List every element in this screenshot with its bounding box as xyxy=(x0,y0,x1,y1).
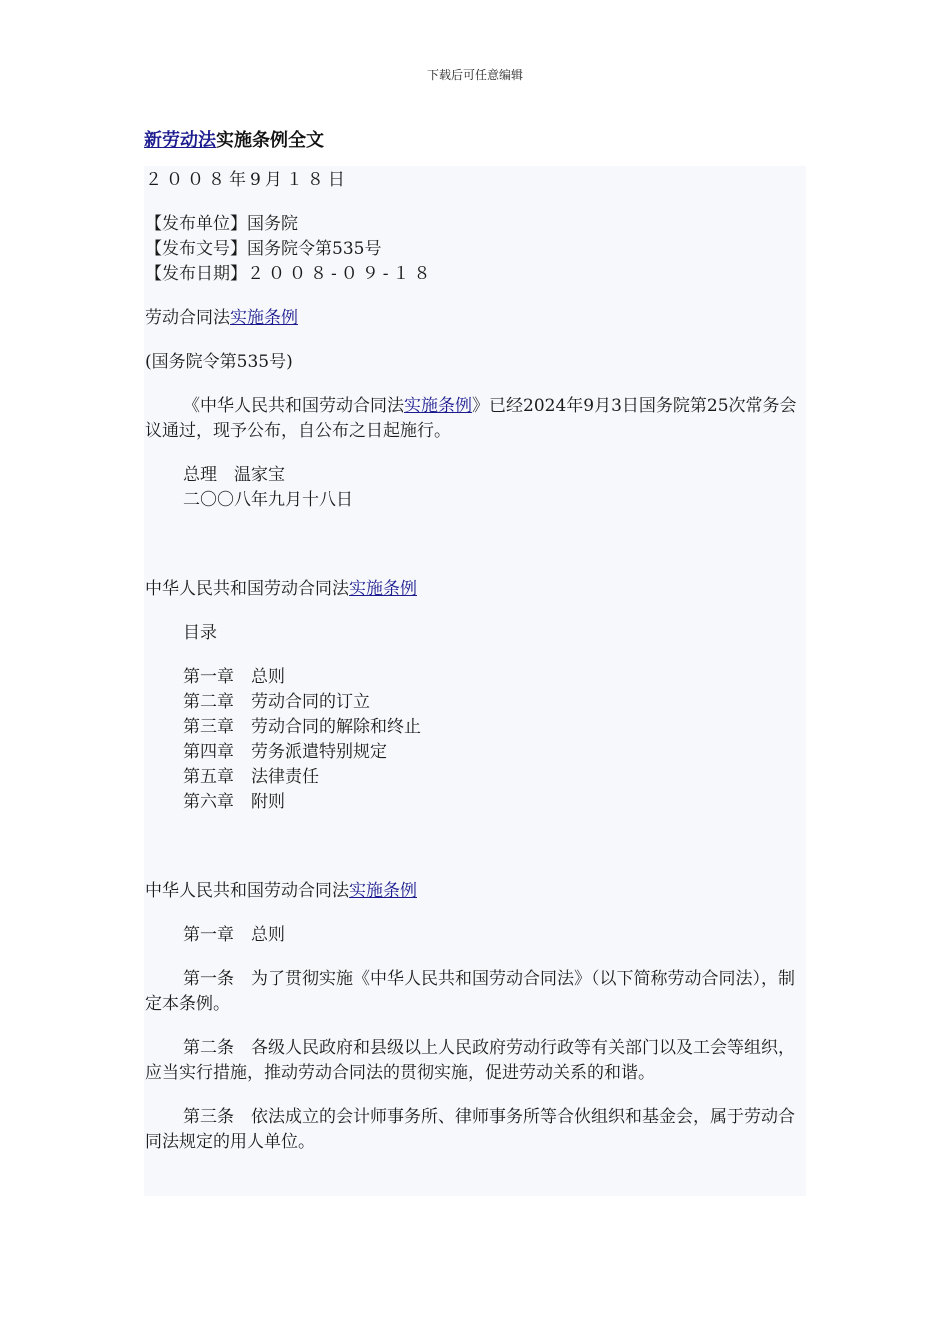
toc-item: 第二章 劳动合同的订立 xyxy=(183,692,370,712)
article-paragraph: 第三条 依法成立的会计师事务所、律师事务所等合伙组织和基金会，属于劳动合同法规定的用人单位。 xyxy=(145,1107,795,1152)
chapter-heading: 第一章 总则 xyxy=(183,925,285,945)
table-of-contents xyxy=(145,665,805,815)
article-paragraph: 第一条 为了贯彻实施《中华人民共和国劳动合同法》（以下简称劳动合同法），制定本条例。 xyxy=(145,969,795,1014)
toc-item: 第五章 法律责任 xyxy=(183,767,319,787)
toc-item: 第三章 劳动合同的解除和终止 xyxy=(183,717,421,737)
promulgation-paragraph: 《中华人民共和国劳动合同法实施条例》已经2024年9月3日国务院第25次常务会议通过，现予公布，自公布之日起施行。 xyxy=(145,396,797,441)
title-text: 实施条例全文 xyxy=(216,130,324,151)
signature-block xyxy=(145,463,805,513)
meta-issuer: 【发布单位】国务院 xyxy=(145,214,298,234)
law-name-link[interactable]: 实施条例 xyxy=(230,308,298,328)
title-link[interactable]: 新劳动法 xyxy=(144,130,216,151)
body-heading-link[interactable]: 实施条例 xyxy=(349,881,417,901)
article-paragraph: 第二条 各级人民政府和县级以上人民政府劳动行政等有关部门以及工会等组织，应当实行措施，推动劳动合同法的贯彻实施，促进劳动关系的和谐。 xyxy=(145,1038,795,1083)
publish-date-line: ２００８年9月１８日 xyxy=(145,170,349,190)
toc-label: 目录 xyxy=(183,623,217,643)
body-heading: 中华人民共和国劳动合同法实施条例 xyxy=(145,881,417,901)
toc-item: 第六章 附则 xyxy=(183,792,285,812)
promulgation-link[interactable]: 实施条例 xyxy=(404,396,472,416)
signature-date: 二〇〇八年九月十八日 xyxy=(183,490,353,510)
signature-title: 总理 温家宝 xyxy=(183,465,285,485)
toc-item: 第四章 劳务派遣特别规定 xyxy=(183,742,387,762)
toc-item: 第一章 总则 xyxy=(183,667,285,687)
page-header-note: 下载后可任意编辑 xyxy=(426,68,523,82)
order-number: (国务院令第535号) xyxy=(145,352,293,372)
toc-heading: 中华人民共和国劳动合同法实施条例 xyxy=(145,579,417,599)
meta-date: 【发布日期】２００８-０９-１８ xyxy=(145,264,435,284)
toc-heading-link[interactable]: 实施条例 xyxy=(349,579,417,599)
meta-block xyxy=(145,212,805,287)
document-title xyxy=(144,126,324,152)
law-name-line: 劳动合同法实施条例 xyxy=(145,308,298,328)
document-body xyxy=(145,168,805,1174)
meta-docno: 【发布文号】国务院令第535号 xyxy=(145,239,382,259)
